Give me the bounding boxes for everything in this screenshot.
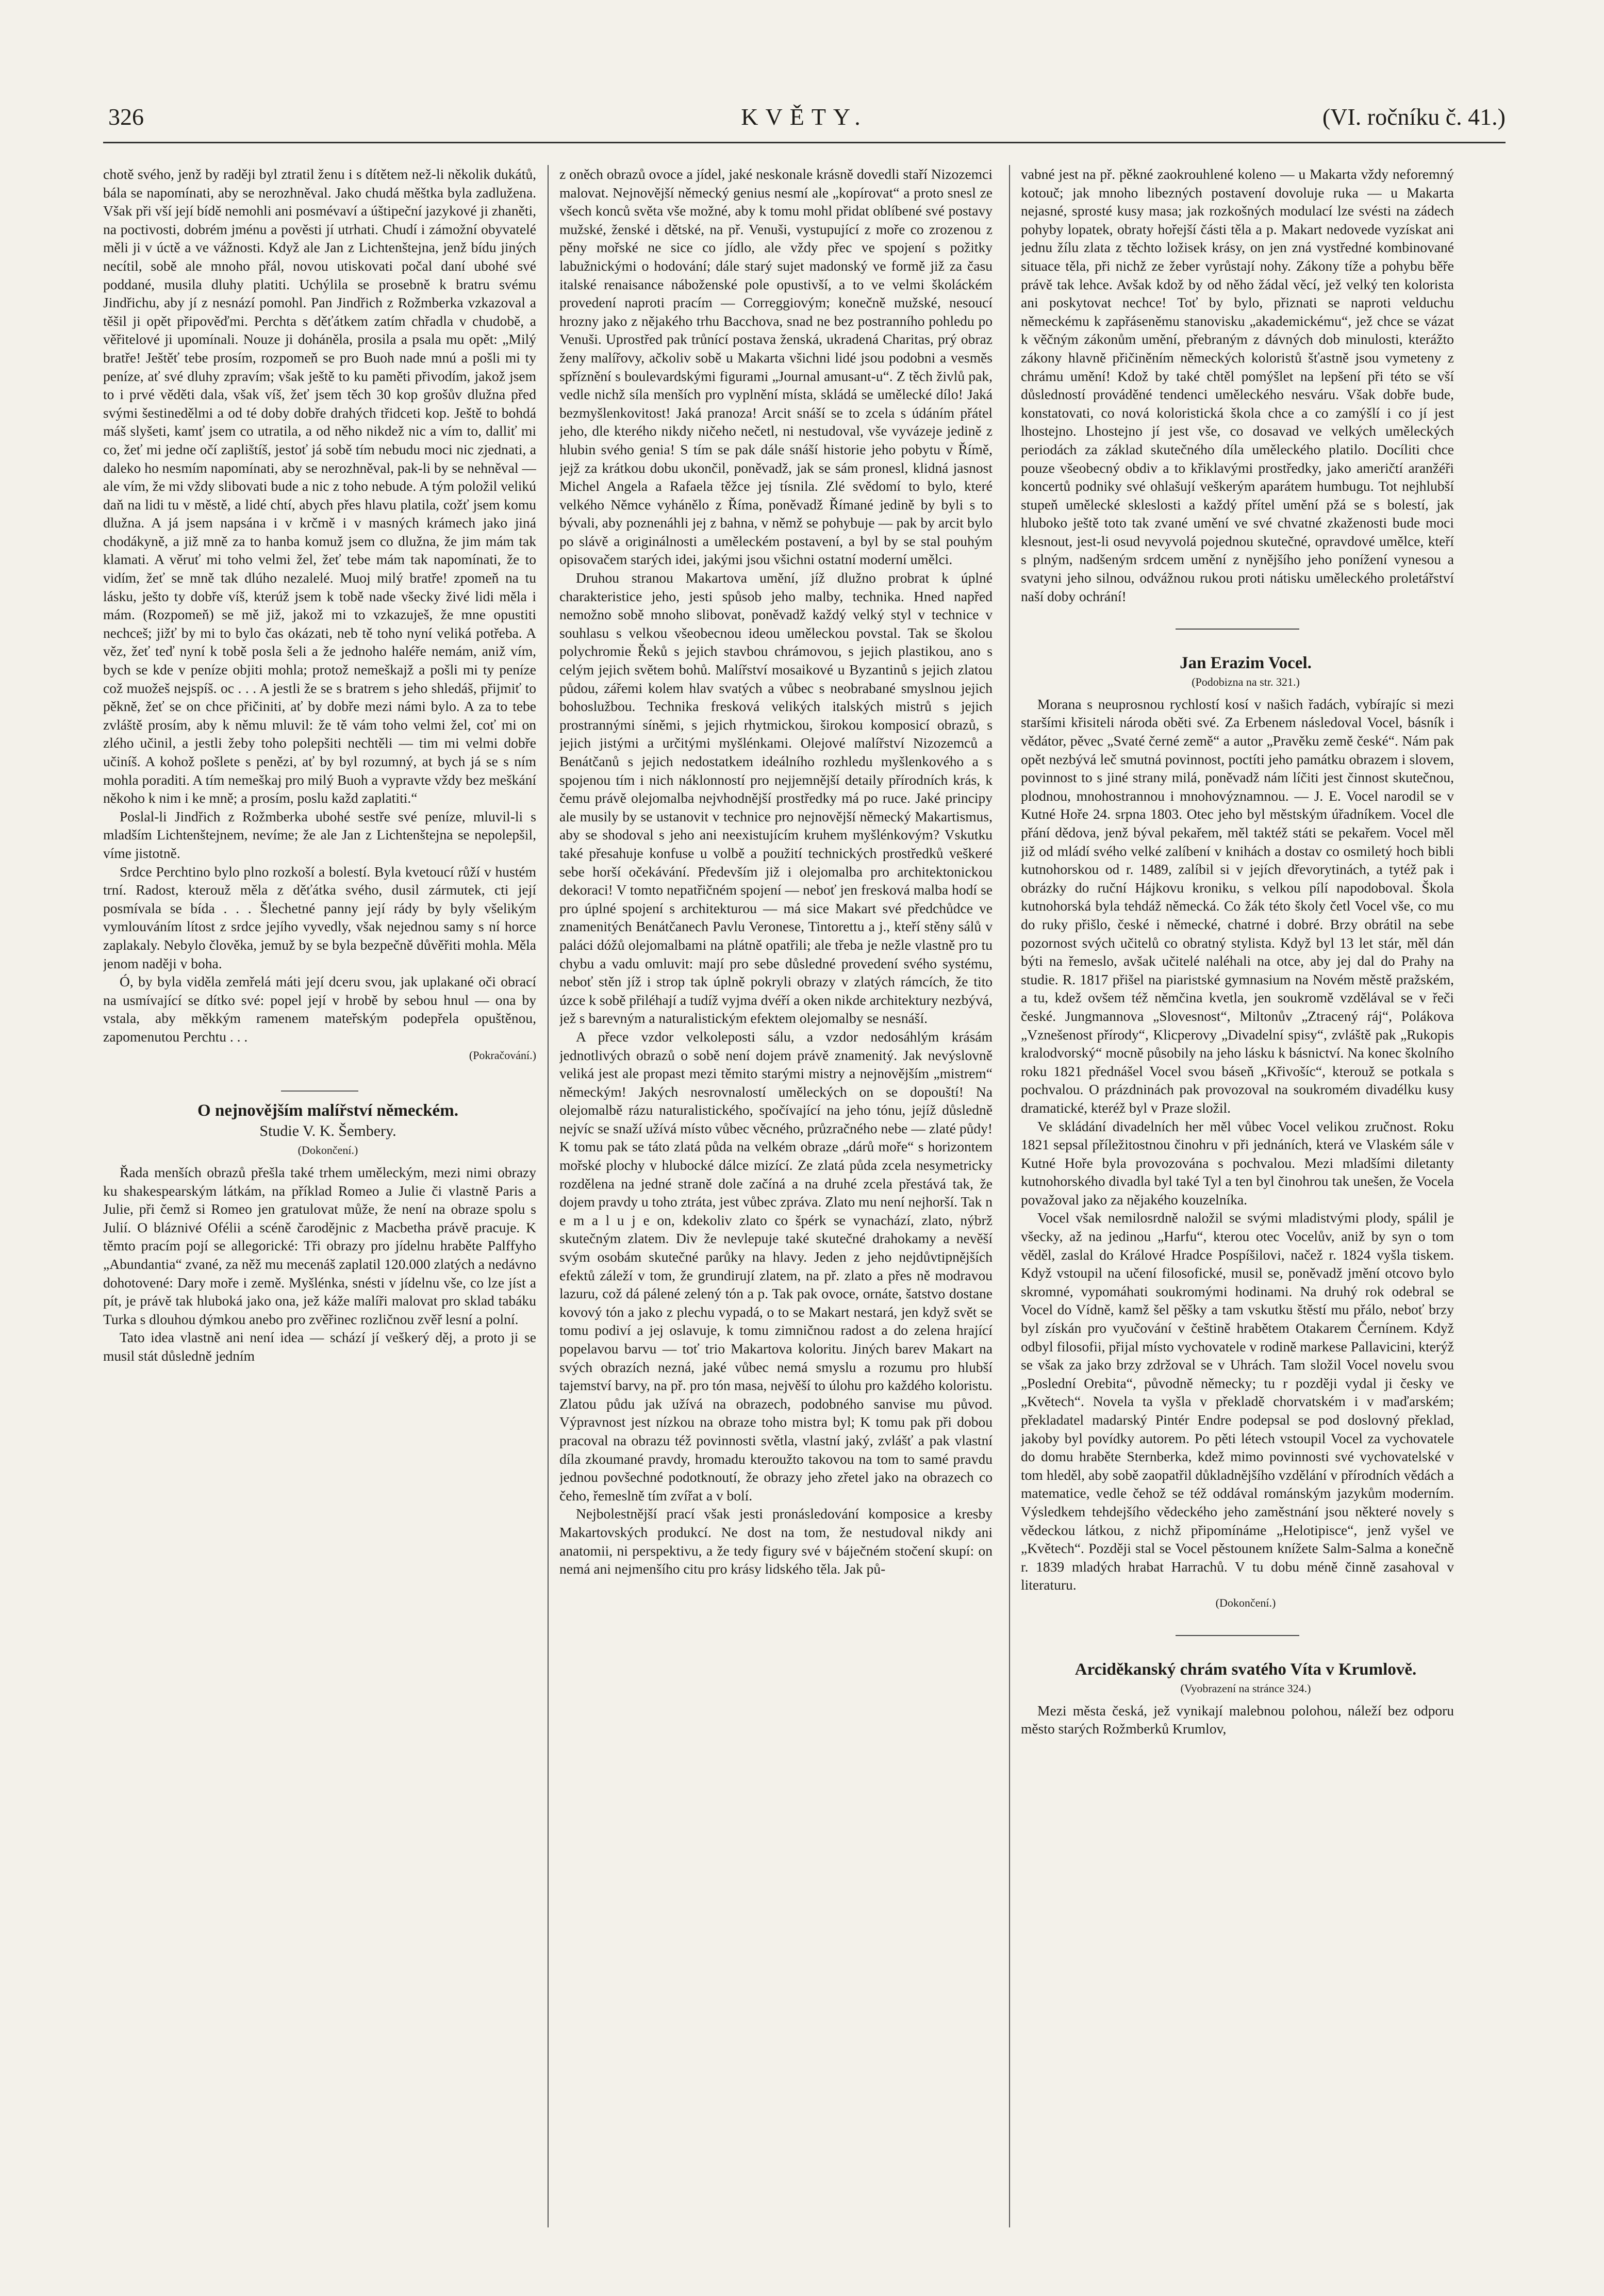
paragraph: Druhou stranou Makartova umění, jíž dlužno probrat k úplné charakteristice jeho, jesti spůsob jeho malby, technika. Hned napřed nemožno sobě mnoho slibovat, poněvadž každý velký styl v technice v souhlasu s velkou všeobecnou ideou uměleckou povstal. Tak se školou polychromie Řeků s jejich stavbou chrámovou, s jejich plastikou, ano s celým jejich světem bohů. Malířství mosaikové u Byzantinů s jejich zlatou půdou, zářemi kolem hlav svatých a vůbec s neobrabané smyslnou jejich bohoslužbou. Technika fresková velikých italských mistrů s jejich prostrannými síněmi, s jejich rhytmickou, širokou komposicí obrazů, s jejich jistými a určitými myšlénkami. Olejové malířství Nizozemců a Benátčanů s jejich nedostatkem ideálního rozhledu myšlenkového a s spojenou tím i nich náklonností pro nejjemnější detaily přírodních krás, k čemu právě olejomalba nejvhodnější prostředky má po ruce. Jaké principy ale musily by se ustanovit v technice pro nejnovější německý Makartismus, aby se shodoval s jeho ani neexistujícím kruhem myšlénkovým? Vskutku také přesahuje konfuse u volbě a použití technických prostředků veškeré sebe horší očekávání. Především již i olejomalba pro architektonickou dekoraci! V tomto nepatřičném spojení — neboť jen fresková malba hodí se pro úplné spojení s architekturou — má sice Makart své předchůdce ve znamenitých Benátčanech Pavlu Veronese, Tintorettu a j., kteří stěny sálů v paláci dóžů olejomalbami na plátně opatřili; ale třeba je nežle vlastně pro tu chybu a vadu omluvit: mají pro sebe důsledné provedení svého systému, neboť stěn jíž i strop tak úplně pokryli obrazy v zlatých rámcích, že tito úzce k sobě přiléhají a tudíž vyjma dvéří a oken nikde architektury nezbývá, jež s barevným a naturalistickým efektem olejomalby se nesnáší. <box>559 570 993 1027</box>
article-title: Jan Erazim Vocel. <box>1180 653 1312 672</box>
paragraph: Mezi města česká, jež vynikají malebnou polohou, náleží bez odporu město starých Rožmberků Krumlov, <box>1021 1702 1454 1737</box>
section-divider <box>1021 1622 1454 1641</box>
running-head <box>103 98 1506 134</box>
journal-title: KVĚTY. <box>741 104 868 130</box>
paragraph: Nejbolestnější prací však jesti pronásledování komposice a kresby Makartovských produkcí. Ne dost na tom, že nestudoval nikdy ani anatomii, ni perspektivu, a že tedy figury své v báječném stočení skupí: on nemá ani nejmenšího citu pro krásy lidského těla. Jak pů- <box>559 1506 993 1577</box>
column-3 <box>1021 165 1454 2238</box>
paragraph: vabné jest na př. pěkné zaokrouhlené koleno — u Makarta vždy neforemný kotouč; jak mnoho libezných postavení dovoluje ruka — u Makarta nejasné, sprosté kusy masa; jak rozkošných modulací lze svésti na zádech pohyby lopatek, obraty hořejší části těla a p. Makart nedovede vyzískat ani jednu žílu zlata z těchto ložisek krásy, on jen zná vystředné kombinované situace těla, při nichž ze žeber vyrůstají nohy. Zákony tíže a pohybu běře právě tak lehce. Avšak kdož by od něho žádal věcí, jež velký ten kolorista ani poskytovat nechce! Toť by bylo, přiznati se naproti velduchu německému k zapřáseněmu stanovisku „akademickému“, jež chce se vázat k věčným zákonům umění, přebraným z dávných dob minulosti, kterážto zákony hlavně přičiněním německých koloristů šťastně jsou vymeteny z chrámu umění! Kdož by také chtěl pomýšlet na lepšení při této se vší důsledností prováděné tendenci uměleckého nesváru. Však dobře bude, konstatovati, co nová koloristická škola chce a co zamýšlí i co jí jest lhostejno. Lhostejno jí jest vše, co dosavad ve velkých uměleckých periodách za základ skutečného díla uměleckého platilo. Docíliti chce pouze všeobecný obdiv a to křiklavými prostředky, jako američtí aranžéři koncertů podniky své ohlašují veškerým aparátem humbugu. Tot nejhlubší stupeň umělecké skleslosti a každý přítel umění pžá se s bolestí, jak hluboko ještě toto tak zvané umění ve své chvatné zkaženosti bude moci klesnout, jest-li osud nevyvolá pojednou skutečné, opravdové umělce, kteří s plným, nadšeným srdcem umění z nynějšího jeho ponížení vynesou a svatyni jeho silnou, odvážnou rukou proti nátisku uměleckého proletářství naší doby ochrání! <box>1021 166 1454 604</box>
paragraph: Ve skládání divadelních her měl vůbec Vocel velikou zručnost. Roku 1821 sepsal příležitostnou činohru v při jednáních, která ve Vlaském sále v Kutné Hoře byla provozována s pochvalou. Mezi mladšími diletanty kutnohorského divadla byl také Tyl a ten byl činohrou tak unešen, že Vocela považoval jako za nějakého kouzelníka. <box>1021 1118 1454 1208</box>
paragraph: Tato idea vlastně ani není idea — schází jí veškerý děj, a proto ji se musil stát důsledně jedním <box>103 1329 536 1364</box>
paragraph: Morana s neuprosnou rychlostí kosí v našich řadách, vybírajíc si mezi staršími křisiteli národa oběti své. Za Erbenem následoval Vocel, básník i vědátor, pěvec „Svaté černé země“ a autor „Pravěku země české“. Nám pak opět nezbývá leč smutná povinnost, poctíti jeho památku obrazem i slovem, povinnost to s jiné strany milá, poněvadž nám líčiti jest činnost skutečnou, plodnou, mnohostrannou i mnohovýznamnou. — J. E. Vocel narodil se v Kutné Hoře 24. srpna 1803. Otec jeho byl městským úřadníkem. Vocel dle přání dědova, jenž býval pekařem, měl taktéž státi se pekařem. Vocel měl již od mládí svého velké zalíbení v knihách a dostav co osmiletý hoch bibli kutnohorskou od r. 1489, zalíbil si v jejích dřevorytinách, a tytéž pak i obrázky do ruční Hájkovu kroniku, s velkou pílí napodoboval. Škola kutnohorská byla tehdáž německá. Co žák této školy četl Vocel vše, co mu do ruky přišlo, české i německé, chatrné i dobré. Brzy obrátil na sebe pozornost svých učitelů co obratný stylista. Když byl 13 let stár, měl dán býti na řemeslo, avšak učitelé naléhali na otce, aby jej dal do Prahy na studie. R. 1817 přišel na piaristské gymnasium na Novém městě pražském, a tu, kdež ovšem též němčina kvetla, jen soukromě vzdělával se v řeči české. Jungmannova „Slovesnost“, Miltonův „Ztracený ráj“, Polákova „Vznešenost přírody“, Klicperovy „Divadelní spisy“, zvláště pak „Rukopis kralodvorský“ mocně působily na jeho lásku k básnictví. Na konec školního roku 1821 přednášel Vocel svou báseň „Křivošíc“, kterouž se potkala s pochvalou. O prázdninách pak provozoval na soukromém divadélku kusy dramatické, kteréž byl v Praze složil. <box>1021 696 1454 1116</box>
article-subtitle: Studie V. K. Šembery. <box>259 1122 396 1140</box>
article-title: O nejnovějším malířství německém. <box>197 1101 458 1120</box>
column-2 <box>559 165 993 2238</box>
page <box>103 98 1506 2238</box>
end-note: (Dokončení.) <box>1215 1596 1276 1609</box>
section-divider <box>1021 616 1454 634</box>
column-rule <box>1009 165 1010 2227</box>
article-title: Arciděkanský chrám svatého Víta v Krumlově. <box>1074 1660 1417 1679</box>
page-number: 326 <box>108 104 144 130</box>
paragraph: Poslal-li Jindřich z Rožmberka ubohé sestře své peníze, mluvil-li s mladším Lichtenštejnem, nevíme; že ale Jan z Lichtenštejna se nepolepšil, víme jistotně. <box>103 808 536 861</box>
continued-note: (Pokračování.) <box>469 1048 536 1062</box>
paragraph: Ó, by byla viděla zemřelá máti její dceru svou, jak uplakané oči obrací na usmívající se dítko své: popel její v hrobě by sebou hnul — ona by vstala, aby měkkým ramenem mateřským podepřela opuštěnou, zapomenutou Perchtu . . . <box>103 973 536 1045</box>
article-note: (Podobizna na str. 321.) <box>1192 675 1300 688</box>
paragraph: Řada menších obrazů přešla také trhem uměleckým, mezi nimi obrazy ku shakespearským látkám, na příklad Romeo a Julie či vlastně Paris a Julie, při čemž si Romeo jen gratulovat může, že není na obraze spolu s Julií. O bláznivé Ofélii a scéně čarodějnic z Macbetha právě pracuje. K těmto pracím pojí se allegorické: Tři obrazy pro jídelnu hraběte Palffyho „Abundantia“ zvané, za něž mu mecenáš zaplatil 120.000 zlatých a nedávno dohotovené: Dary moře i země. Myšlénka, snésti v jídelnu vše, co lze jíst a pít, je právě tak hluboká jako ona, jež káže malíři malovat pro sklad tabáku Turka s dlouhou dýmkou anebo pro zvěřinec rozličnou zvěř lesní a polní. <box>103 1164 536 1327</box>
paragraph: z oněch obrazů ovoce a jídel, jaké neskonale krásně dovedli staří Nizozemci malovat. Nejnovější německý genius nesmí ale „kopírovat“ a proto snesl ze všech konců světa vše možné, aby k tomu mohl přidat oblíbené své postavy mužské, ženské i dětské, na př. Venuši, vystupující z moře co zrozenou z pěny mořské ne sice co jídlo, ale vždy přec ve spojení s požitky labužnickými o hodování; dále starý sujet madonský ve formě již za času italské renaisance náboženské pole opustivší, a to ve velmi školáckém provedení naproti pracím — Correggiovým; konečně mužské, nesoucí hrozny jako z nějakého trhu Bacchova, snad ne bez postranního pohledu po Venuši. Uprostřed pak trůnící postava ženská, ukradená Charitas, prý obraz ženy malířovy, ačkoliv sobě u Makarta všichni lidé jsou podobni a vesměs spříznění s boulevardskými figurami „Journal amusant-u“. Z těch živlů pak, vedle nichž síla menších pro vyplnění místa, skládá se umělecké dílo! Jaká bezmyšlenkovitost! Jaká pranoza! Arcit snáší se to zcela s údáním přátel jeho, dle kterého nikdy ničeho nečetl, ni nestudoval, vše vyvázeje jedině z hlubin svého genia! S tím se pak dále snáší historie jeho pobytu v Římě, jejž za krátkou dobu ukončil, poněvadž, jak se sám pronesl, klidná jasnost Michel Angela a Rafaela těžce jej tísnila. Zlé svědomí to bylo, které velkého Němce vyhánělo z Říma, poněvadž Římané jedině by byli s to bývali, aby poznenáhli jej z bahna, v němž se pohybuje — pak by arcit bylo po slávě a originálnosti a uměleckém postavení, a byl by se stal pouhým opisovačem starých idei, jakými jsou všichni ostatní moderní umělci. <box>559 166 993 568</box>
header-rule <box>103 142 1506 143</box>
article-note: (Dokončení.) <box>297 1144 358 1157</box>
paragraph: chotě svého, jenž by raději byl ztratil ženu i s dítětem než-li několik dukátů, bála se napomínati, aby se nerozhněval. Jako chudá měštka byla zadlužena. Však při vší její bídě nemohli ani posmévaví a úštipeční jazykové ji zhaněti, na poctivosti, dobrém jménu a pověsti jí utrhati. Chudí i zámožní obyvatelé měli ji v úctě a ve vážnosti. Když ale Jan z Lichtenštejna, jenž bídu jiných necítil, sobě ale mnoho přál, novou utiskovati počal daní ubohé své poddané, musila dluhy platiti. Uchýlila se prosebně k bratru svému Jindřichu, aby jí z nesnází pomohl. Pan Jindřich z Rožmberka vzkazoval a těšil ji opět připověďmi. Perchta s děťátkem zatím chřadla v chudobě, a věřitelové ji upomínali. Nouze ji doháněla, prosila a psala mu opět: „Milý bratře! Ještěť tebe prosím, rozpomeň se pro Buoh nade mnú a pošli mi ty peníze, ať své dluhy zpravím; však ještě to ku paměti přivodím, jakož jsem to i prvé věděti dala, však víš, žeť jsem těch 30 kop grošův dlužna před svými šestinedělmi a od té doby dobře drahých třidceti kop. Ještě to bohdá máš slyšeti, kamť jsem co utratila, a od něho nikdež nic a vím to, dalliť mi co, žeť mi jedne očí zaplištíš, jestoť já sobě tím nebudu moci nic zjednati, a daleko ho nesmím napomínati, aby se nerozhněval, pak-li by se nehněval — ale vím, že mi vždy slibovati bude a nic z toho nebude. A tým položil velikú daň na lidi tu v městě, a lidé chtí, abych přes hlavu platila, cožť jsem komu dlužna. A já jsem napsána i v krčmě i v masných krámech jako jiná chodákyně, a již mně za to hanba komuž jsem co dlužna, že jim mám tak klamati. A věruť mi toho velmi žel, žeť tebe mám tak napomínati, že to vidím, žeť se mně tak dlúho nezalelé. Muoj milý bratře! zpomeň na tu lásku, ješto ty dobře víš, kterúž jsem k tobě nade všecky živé lidi měla i mám. (Rozpomeň) se mě již, jakož mi to vzkazuješ, že mne opustiti nechceš; jižť by mi to bylo čas okázati, neb tě toho nyní veliká potřeba. A věz, žeť teď nyní k tobě posla šeli a že jednoho haléře nemám, aniž vím, bych se kde v peníze objiti mohla; protož nemeškajž a pošli mi ty peníze což muožeš nejspíš. oc . . . A jestli že se s bratrem s jeho shledáš, přijmiť to pěkně, žeť se on chce přičiniti, ať by dobře mezi námi bylo. A za to tebe zvláště prosím, aby k němu mluvil: že tě vám toho velmi žel, coť mi on zlého učinil, a jestli žeby toho polepšiti nechtěli — tim mi velmi dobře učiníš. A kohož pošlete s penězi, ať by byl rozumný, at bych já se s ním mohla poraditi. A tím nemeškaj pro milý Buoh a vypravte vždy bez meškání někoho k nim i ke mně; a prosím, poslu každ zaplatiti.“ <box>103 166 536 806</box>
paragraph: Vocel však nemilosrdně naložil se svými mladistvými plody, spálil je všecky, až na jedinou „Harfu“, kterou otec Vocelův, aniž by syn o tom věděl, zaslal do Králové Hradce Pospíšilovi, načež r. 1824 vyšla tiskem. Když vstoupil na učení filosofické, musil se, poněvadž jmění otcovo bylo skromné, vypomáhati soukromými hodinami. Na druhý rok odebral se Vocel do Vídně, kamž šel pěšky a tam vskutku štěstí mu přálo, neboť brzy byl získán pro vyučování v češtině hrabětem Otakarem Černínem. Když odbyl filosofii, přijal místo vychovatele v rodině markese Pallavicini, kterýž se však za jako brzy zdržoval se v Uhrách. Tam složil Vocel novelu svou „Poslední Orebita“, původně německy; tu r později vydal ji česky ve „Květech“. Novela ta vyšla v překladě chorvatském i v maďarském; překladatel madarský Pintér Endre podepsal se pod doslovný překlad, jakoby byl povídky autorem. Po pěti létech vstoupil Vocel za vychovatele do domu hraběte Sternberka, kdež mimo povinnosti své vychovatelské v tom hleděl, aby sobě zaopatřil důkladnějšího vzdělání v přírodních vědách a matematice, vedle čehož se též oddával románským jazykům moderním. Výsledkem tehdejšího vědeckého jeho zaměstnání jsou některé novely s vědeckou látkou, z nichž připomínáme „Helotipisce“, jenž vyšel ve „Květech“. Později stal se Vocel pěstounem knížete Salm-Salma a konečně r. 1839 mladých hrabat Harrachů. V tu dobu méně činně zasahoval v literaturu. <box>1021 1210 1454 1593</box>
paragraph: A přece vzdor velkoleposti sálu, a vzdor nedosáhlým krásám jednotlivých obrazů o sobě není dojem právě znamenitý. Jak nevýslovně veliká jest ale propast mezi těmito starými mistry a nejnovějším „mistrem“ německým! Jakých nesrovnalostí uměleckých on se dopouští! Na olejomalbě rázu naturalistického, spočívající na jeho tónu, jejíž důsledně nejvíc se snaží užívá místo vůbec věcného, průzračného nebe — zlaté půdy! K tomu pak se táto zlatá půda na velkém obraze „dárů moře“ s horizontem mořské plochy v hlubocké dálce mizící. Ze zlatá půda zcela nesymetricky rozdělena na jedné straně dole začíná a na druhé zcela přestává tak, že dojem pravdy u toho ztráta, jest vůbec zpráva. Zlato mu není nejhorší. Tak n e m a l u j e on, kdekoliv zlato co špérk se vynachází, zlato, nýbrž skutečným zlatem. Div že nevlepuje také skutečné drahokamy a nevěší svým osobám skutečné parůky na hlavy. Jeden z jeho nejdůvtipnějších efektů záleží v tom, že grundirují zlatem, na př. zlato a přes ně modravou lazuru, což dá pálené zelený tón a p. Tak pak ovoce, ornáte, šatstvo dostane kovový tón a jako z plechu vypadá, o to se Makart nestará, jen když svět se tomu podiví a jej oslavuje, k tomu zimničnou radost a do zelena hrající popelavou barvu — toť trio Makartova koloritu. Jiných barev Makart na svých obrazích nezná, jaké vůbec nemá smyslu a rozumu pro hlubší tajemství barvy, na př. pro tón masa, nejvěší to úlohu pro každého koloristu. Zlatou půdu jak užívá na obrazech, podobného sanvise mu původ. Výpravnost jest nízkou na obraze toho mistra byl; K tomu pak při dobou pracoval na obrazu též povinnosti světla, vlastní jaký, zvlášť a pak vlastní díla zkoumané pravdy, hromadu kteroužto takovou na tom to samé pravdu jednou povšechné podotknoutí, že obrazy jeho zřetel jako na obrazech co čeho, řemeslně tím zvířat a v bolí. <box>559 1028 993 1504</box>
ornament-divider <box>103 1078 536 1082</box>
column-1 <box>103 165 536 2238</box>
issue-label: (VI. ročníku č. 41.) <box>1322 104 1506 130</box>
paragraph: Srdce Perchtino bylo plno rozkoší a bolestí. Byla kvetoucí růží v hustém trní. Radost, kterouž měla z děťátka svého, dusil zármutek, cti její posmívala se bída . . . Šlechetné panny její rády by byly všelikým vymlouváním lítost z srdce jejího vyvedly, však nejednou samy s ní horce zaplakaly. Nebylo člověka, jemuž by se byla bezpečně důvěřiti mohla. Měla jenom naději v boha. <box>103 863 536 971</box>
article-note: (Vyobrazení na stránce 324.) <box>1180 1681 1311 1695</box>
column-rule <box>548 165 549 2227</box>
